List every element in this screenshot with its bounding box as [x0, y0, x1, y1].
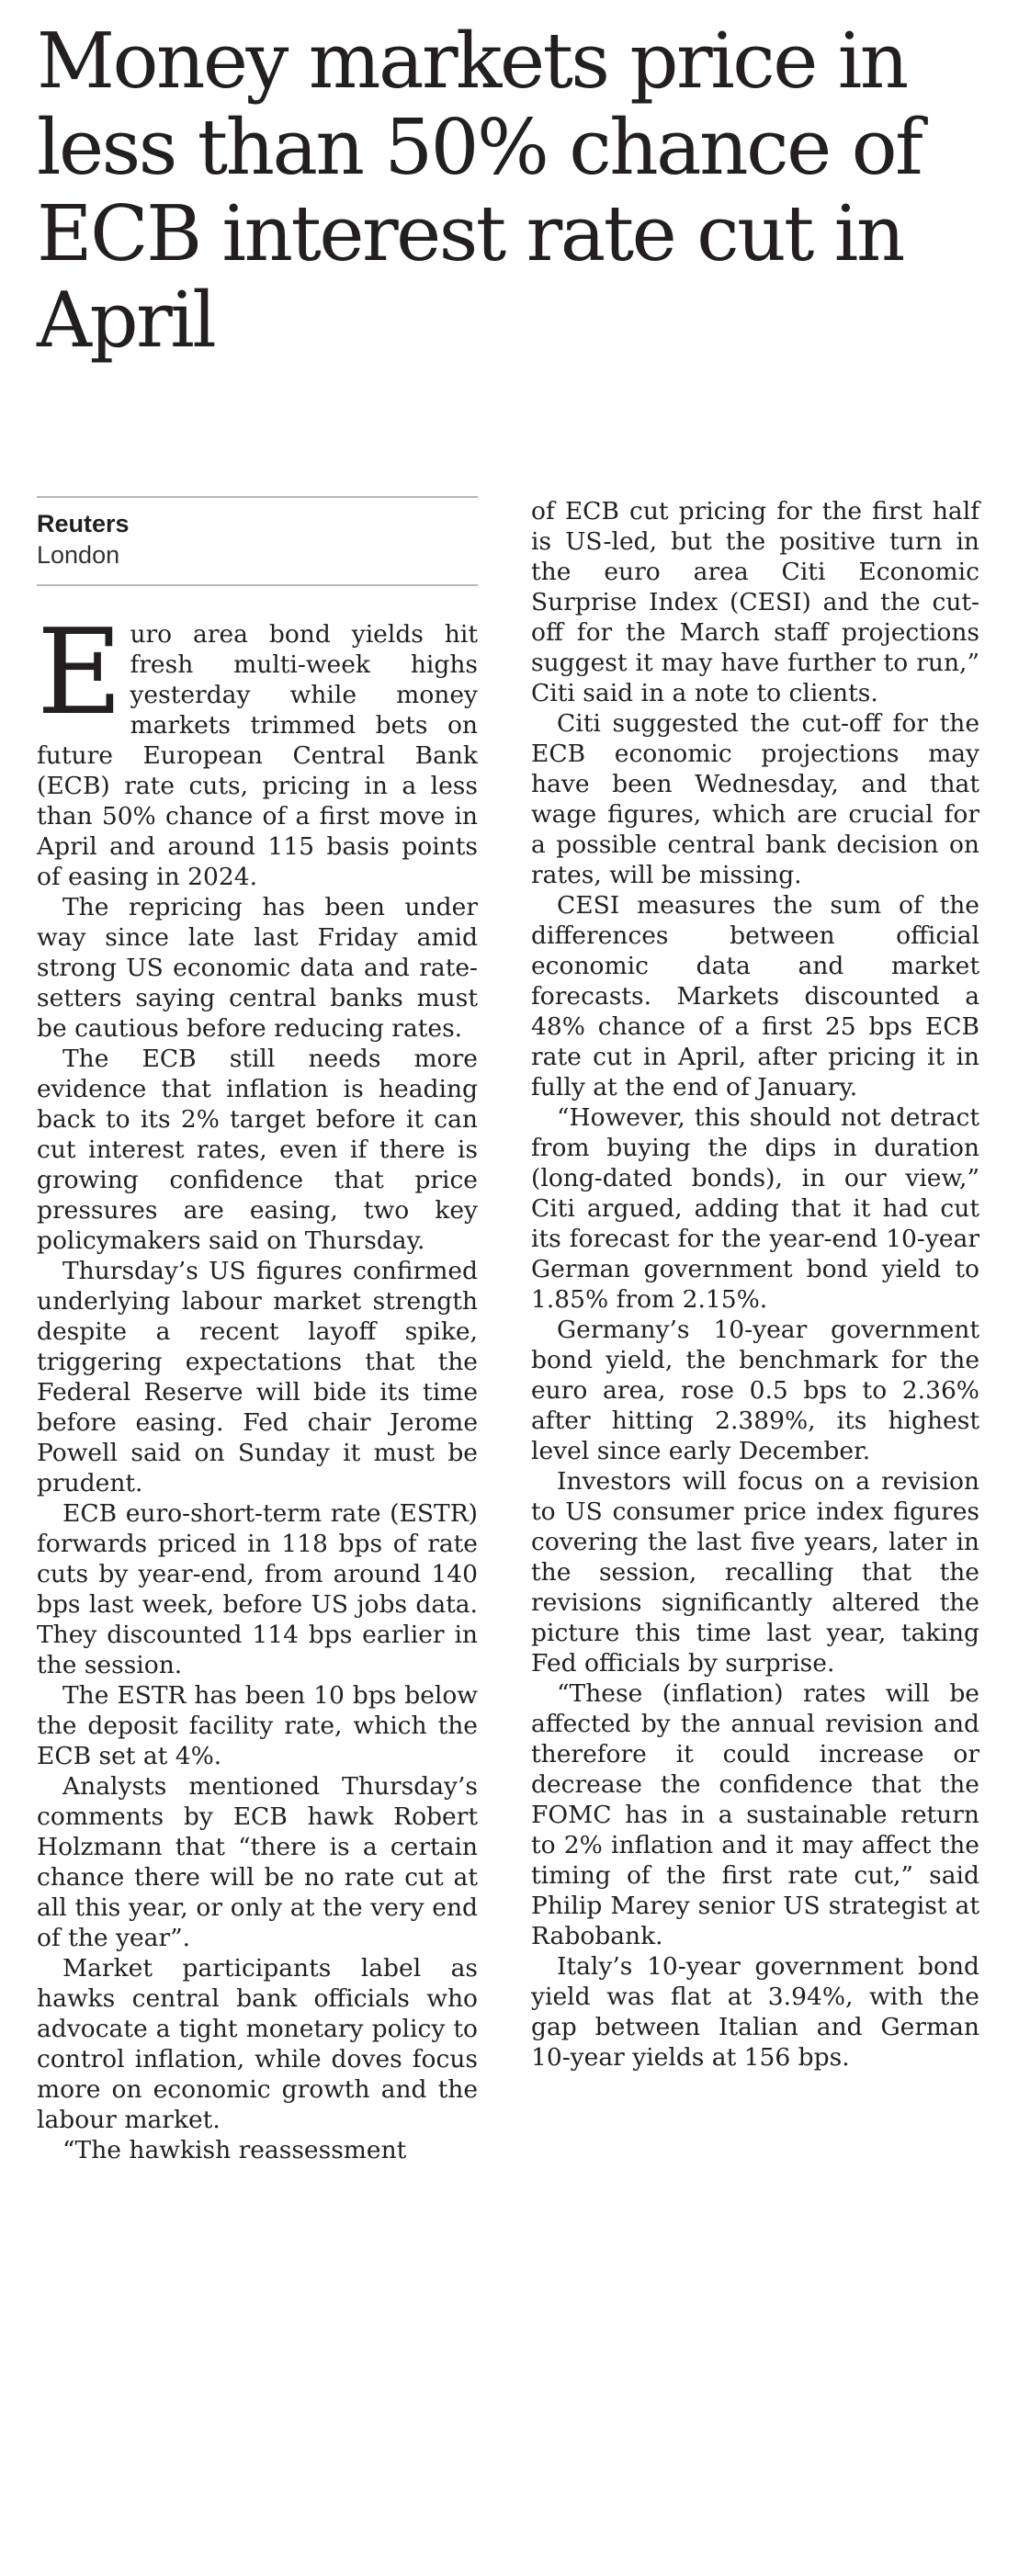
paragraph-13: Germany’s 10-year government bond yield, the benchmark for the euro area, rose 0.5 bps to 2.36% after hitting 2.389%, its highest level since early December.	[531, 1316, 979, 1465]
paragraph-3: The ECB still needs more evidence that inflation is heading back to its 2% target before it can cut interest rates, even if there is growing confidence that price pressures are easing, two key policymakers said on Thursday.	[37, 1045, 478, 1255]
paragraph-15: “These (inflation) rates will be affected by the annual revision and therefore it could increase or decrease the confidence that the FOMC has in a sustainable return to 2% inflation and it may affect the timing of the first rate cut,” said Philip Marey senior US strategist at Rabobank.	[531, 1679, 979, 1950]
paragraph-5: ECB euro-short-term rate (ESTR) forwards priced in 118 bps of rate cuts by year-end, from around 140 bps last week, before US jobs data. They discounted 114 bps earlier in the session.	[37, 1499, 478, 1679]
paragraph-7: Analysts mentioned Thursday’s comments by ECB hawk Robert Holzmann that “there is a certain chance there will be no rate cut at all this year, or only at the very end of the year”.	[37, 1772, 478, 1952]
article-column-right	[531, 496, 979, 2073]
paragraph-2: The repricing has been under way since late last Friday amid strong US economic data and rate-setters saying central banks must be cautious before reducing rates.	[37, 893, 478, 1043]
paragraph-12: “However, this should not detract from buying the dips in duration (long-dated bonds), in our view,” Citi argued, adding that it had cut its forecast for the year-end 10-year German government bond yield to 1.85% from 2.15%.	[531, 1103, 979, 1314]
paragraph-16: Italy’s 10-year government bond yield was flat at 3.94%, with the gap between Italian and German 10-year yields at 156 bps.	[531, 1952, 979, 2072]
paragraph-4: Thursday’s US figures confirmed underlying labour market strength despite a recent layoff spike, triggering expectations that the Federal Reserve will bide its time before easing. Fed chair Jerome Powell said on Sunday it must be prudent.	[37, 1257, 478, 1497]
paragraph-14: Investors will focus on a revision to US consumer price index figures covering the last five years, later in the session, recalling that the revisions significantly altered the picture this time last year, taking Fed officials by surprise.	[531, 1467, 979, 1678]
paragraph-1	[37, 604, 478, 892]
paragraph-10: Citi suggested the cut-off for the ECB economic projections may have been Wednesday, and that wage figures, which are crucial for a possible central bank decision on rates, will be missing.	[531, 709, 979, 889]
drop-cap: E	[37, 604, 123, 741]
paragraph-6: The ESTR has been 10 bps below the deposit facility rate, which the ECB set at 4%.	[37, 1681, 478, 1770]
headline: Money markets price in less than 50% chance of ECB interest rate cut in April	[37, 17, 922, 365]
byline-location: London	[37, 541, 120, 569]
byline-bottom-rule	[37, 584, 478, 586]
article-column-left	[37, 496, 478, 2165]
paragraph-9-continued: of ECB cut pricing for the first half is US-led, but the positive turn in the euro area Citi Economic Surprise Index (CESI) and the cut-off for the March staff projections suggest it may have further to run,” Citi said in a note to clients.	[531, 497, 979, 707]
paragraph-9-start: “The hawkish reassessment	[62, 2136, 407, 2164]
paragraph-1-text: uro area bond yields hit fresh multi-week highs yesterday while money markets trimmed bets on future European Central Bank (ECB) rate cuts, pricing in a less than 50% chance of a first move in April and around 115 basis points of easing in 2024.	[37, 620, 478, 891]
paragraph-8: Market participants label as hawks central bank officials who advocate a tight monetary policy to control inflation, while doves focus more on economic growth and the labour market.	[37, 1954, 478, 2134]
byline-author: Reuters	[37, 510, 130, 537]
byline	[37, 498, 478, 584]
paragraph-11: CESI measures the sum of the differences between official economic data and market forecasts. Markets discounted a 48% chance of a first 25 bps ECB rate cut in April, after pricing it in fully at the end of January.	[531, 891, 979, 1102]
